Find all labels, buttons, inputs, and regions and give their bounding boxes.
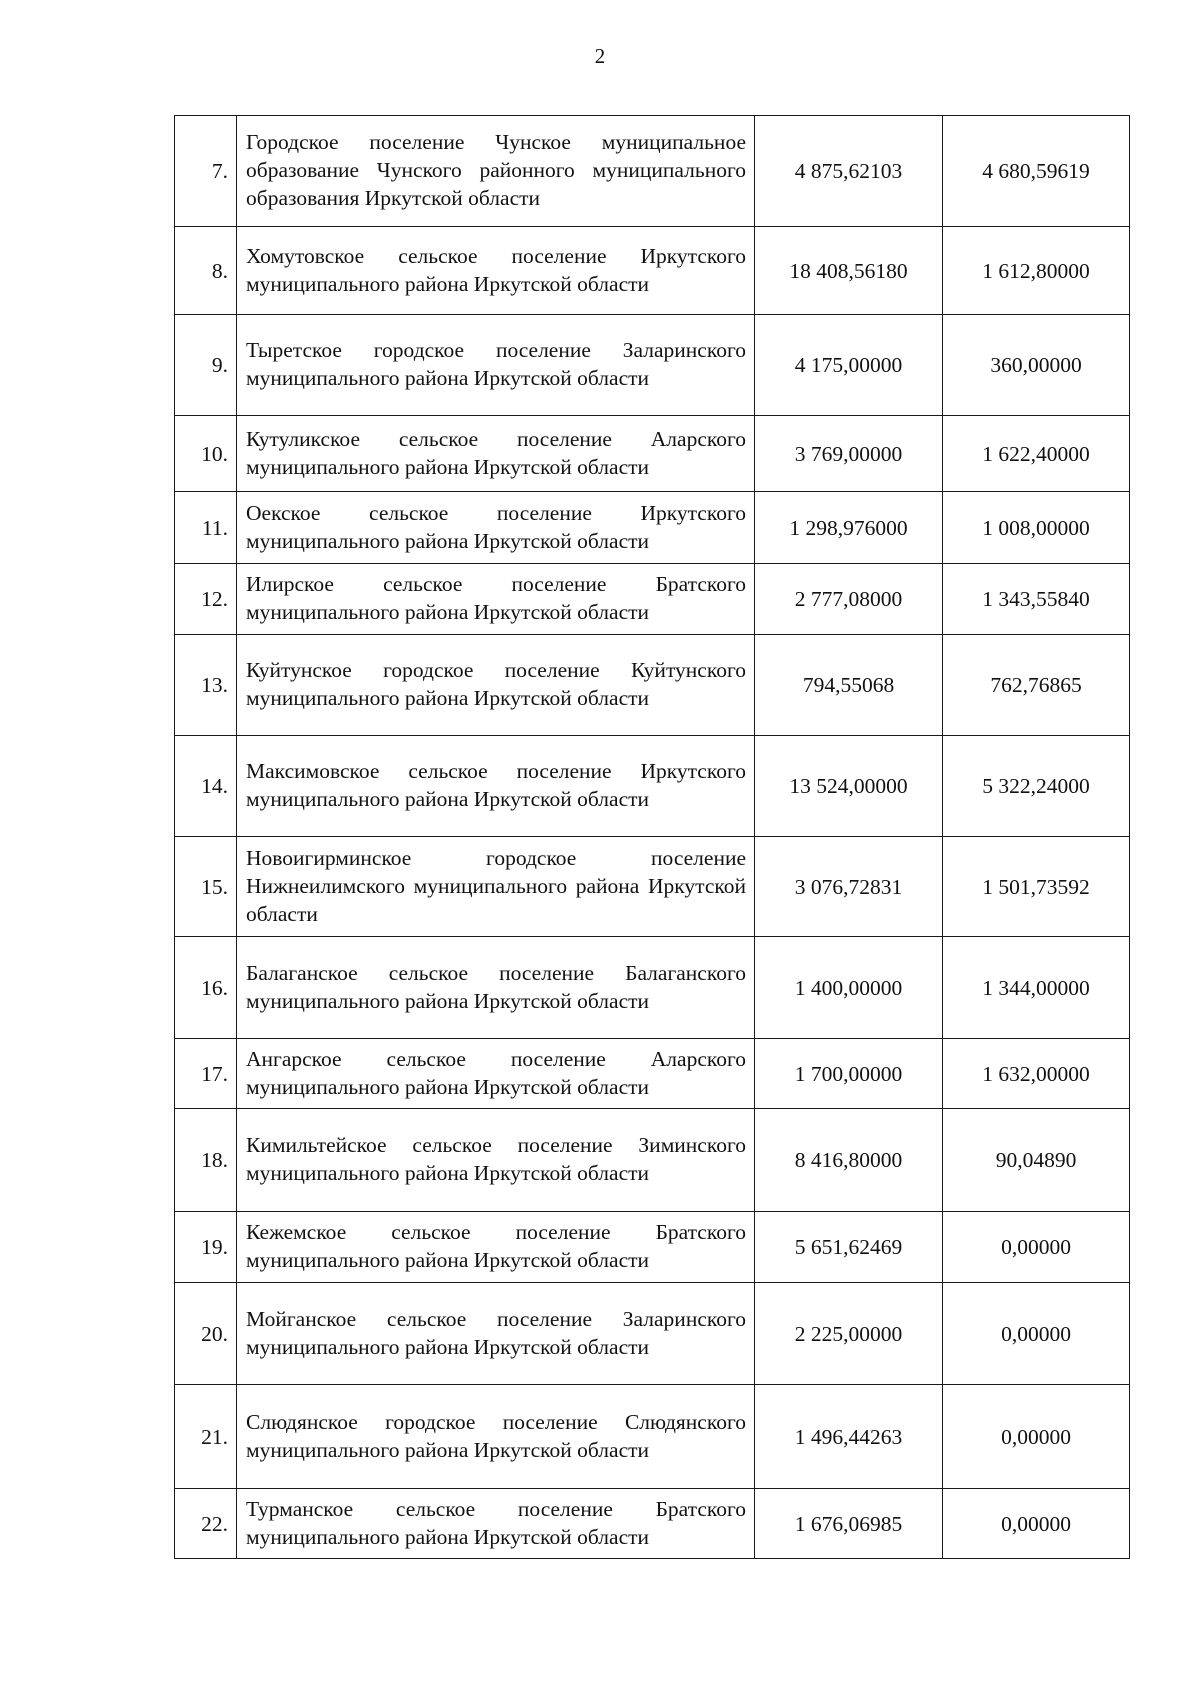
amount-value-1: 3 076,72831 [755, 837, 943, 937]
amount-value-2: 0,00000 [943, 1385, 1130, 1489]
table-row [175, 736, 1130, 837]
amount-value-2: 1 632,00000 [943, 1039, 1130, 1109]
amount-value-2: 0,00000 [943, 1283, 1130, 1385]
amount-value-2: 1 612,80000 [943, 227, 1130, 315]
row-number: 21. [175, 1385, 237, 1489]
row-number: 15. [175, 837, 237, 937]
municipality-name: Илирское сельское поселение Братского муниципального района Иркутской области [237, 564, 755, 635]
table-row [175, 416, 1130, 492]
row-number: 12. [175, 564, 237, 635]
municipality-name: Кежемское сельское поселение Братского муниципального района Иркутской области [237, 1212, 755, 1283]
table-row [175, 315, 1130, 416]
amount-value-2: 1 008,00000 [943, 492, 1130, 564]
row-number: 16. [175, 937, 237, 1039]
amount-value-1: 1 400,00000 [755, 937, 943, 1039]
municipality-name: Кимильтейское сельское поселение Зиминского муниципального района Иркутской области [237, 1109, 755, 1212]
amount-value-1: 8 416,80000 [755, 1109, 943, 1212]
municipality-name: Новоигирминское городское поселение Нижнеилимского муниципального района Иркутской области [237, 837, 755, 937]
row-number: 13. [175, 635, 237, 736]
amount-value-1: 1 676,06985 [755, 1489, 943, 1559]
row-number: 19. [175, 1212, 237, 1283]
amount-value-2: 0,00000 [943, 1489, 1130, 1559]
amount-value-2: 1 343,55840 [943, 564, 1130, 635]
municipality-name: Куйтунское городское поселение Куйтунского муниципального района Иркутской области [237, 635, 755, 736]
table-row [175, 1212, 1130, 1283]
municipality-name: Ангарское сельское поселение Аларского муниципального района Иркутской области [237, 1039, 755, 1109]
table-row [175, 492, 1130, 564]
table-row [175, 635, 1130, 736]
amount-value-1: 4 175,00000 [755, 315, 943, 416]
municipality-name: Кутуликское сельское поселение Аларского муниципального района Иркутской области [237, 416, 755, 492]
row-number: 18. [175, 1109, 237, 1212]
amount-value-2: 5 322,24000 [943, 736, 1130, 837]
row-number: 17. [175, 1039, 237, 1109]
table-row [175, 564, 1130, 635]
amount-value-1: 2 225,00000 [755, 1283, 943, 1385]
municipality-name: Турманское сельское поселение Братского муниципального района Иркутской области [237, 1489, 755, 1559]
municipality-name: Оекское сельское поселение Иркутского муниципального района Иркутской области [237, 492, 755, 564]
table-row [175, 1283, 1130, 1385]
amount-value-2: 1 501,73592 [943, 837, 1130, 937]
amount-value-2: 1 344,00000 [943, 937, 1130, 1039]
amount-value-1: 794,55068 [755, 635, 943, 736]
amount-value-2: 1 622,40000 [943, 416, 1130, 492]
table-row [175, 227, 1130, 315]
municipality-name: Хомутовское сельское поселение Иркутского муниципального района Иркутской области [237, 227, 755, 315]
row-number: 10. [175, 416, 237, 492]
amount-value-1: 1 496,44263 [755, 1385, 943, 1489]
amount-value-2: 4 680,59619 [943, 116, 1130, 227]
amount-value-2: 360,00000 [943, 315, 1130, 416]
municipality-name: Тыретское городское поселение Заларинского муниципального района Иркутской области [237, 315, 755, 416]
page-number: 2 [594, 44, 606, 68]
table-row [175, 116, 1130, 227]
allocation-table [174, 115, 1130, 1559]
amount-value-1: 13 524,00000 [755, 736, 943, 837]
municipality-name: Городское поселение Чунское муниципальное образование Чунского районного муниципального образования Иркутской области [237, 116, 755, 227]
table-row [175, 1109, 1130, 1212]
table-row [175, 1489, 1130, 1559]
row-number: 8. [175, 227, 237, 315]
amount-value-1: 1 700,00000 [755, 1039, 943, 1109]
amount-value-1: 18 408,56180 [755, 227, 943, 315]
amount-value-1: 4 875,62103 [755, 116, 943, 227]
amount-value-2: 762,76865 [943, 635, 1130, 736]
municipality-name: Максимовское сельское поселение Иркутского муниципального района Иркутской области [237, 736, 755, 837]
row-number: 11. [175, 492, 237, 564]
row-number: 20. [175, 1283, 237, 1385]
municipality-name: Балаганское сельское поселение Балаганского муниципального района Иркутской области [237, 937, 755, 1039]
table-row [175, 837, 1130, 937]
table-row [175, 1385, 1130, 1489]
amount-value-2: 90,04890 [943, 1109, 1130, 1212]
amount-value-1: 2 777,08000 [755, 564, 943, 635]
amount-value-2: 0,00000 [943, 1212, 1130, 1283]
municipality-name: Мойганское сельское поселение Заларинского муниципального района Иркутской области [237, 1283, 755, 1385]
amount-value-1: 3 769,00000 [755, 416, 943, 492]
amount-value-1: 5 651,62469 [755, 1212, 943, 1283]
municipality-name: Слюдянское городское поселение Слюдянского муниципального района Иркутской области [237, 1385, 755, 1489]
amount-value-1: 1 298,976000 [755, 492, 943, 564]
table-row [175, 937, 1130, 1039]
row-number: 9. [175, 315, 237, 416]
table-row [175, 1039, 1130, 1109]
row-number: 22. [175, 1489, 237, 1559]
row-number: 14. [175, 736, 237, 837]
row-number: 7. [175, 116, 237, 227]
